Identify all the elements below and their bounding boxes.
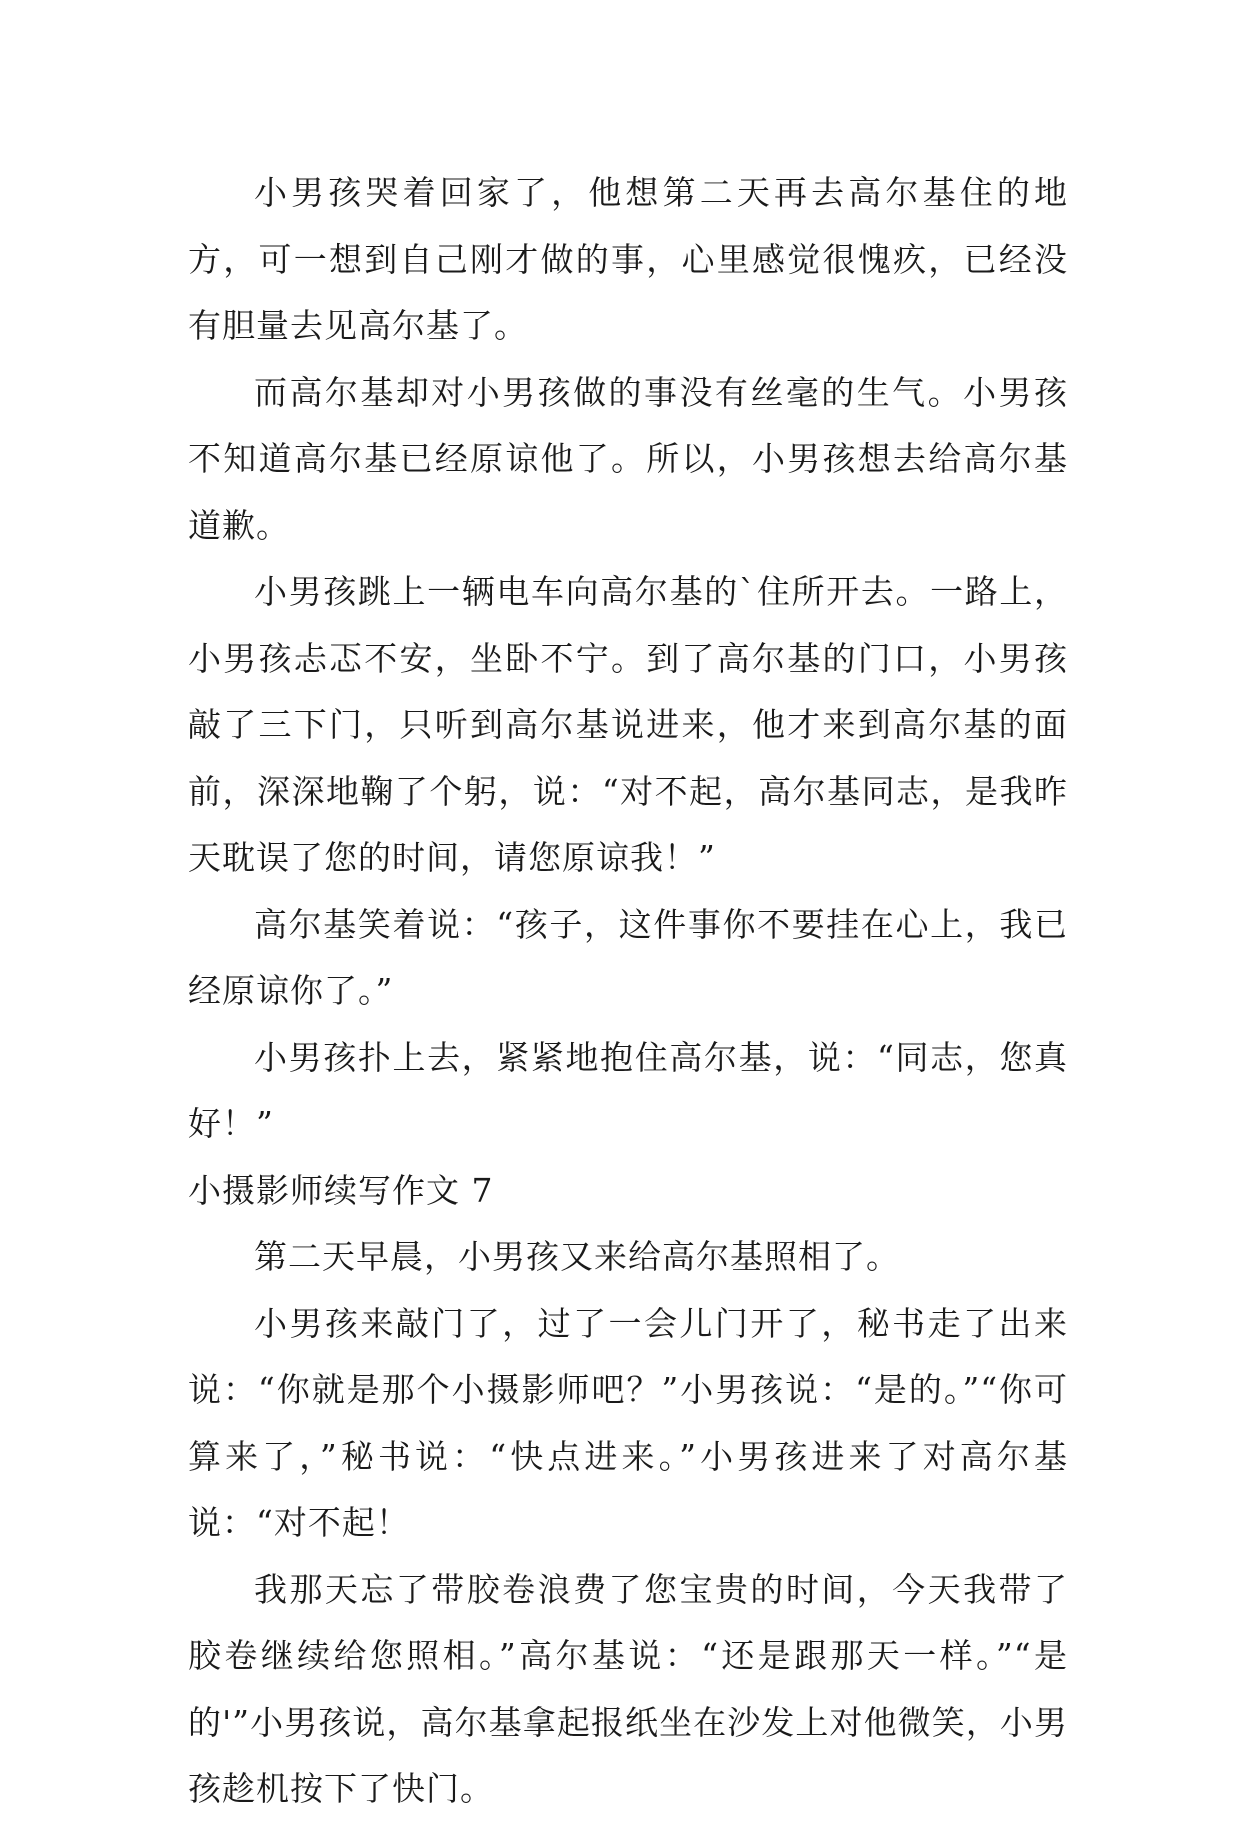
paragraph: 小男孩扑上去，紧紧地抱住高尔基，说：“同志，您真好！” xyxy=(188,1037,1068,1143)
paragraph: 小男孩跳上一辆电车向高尔基的`住所开去。一路上，小男孩忐忑不安，坐卧不宁。到了高尔基的门口，小男孩敲了三下门，只听到高尔基说进来，他才来到高尔基的面前，深深地鞠了个躬，说：“对不起，高尔基同志，是我昨天耽误了您的时间，请您原谅我！” xyxy=(188,572,1068,877)
document-body xyxy=(188,160,1068,1823)
section-title: 小摄影师续写作文 7 xyxy=(188,1170,494,1210)
paragraph: 第二天早晨，小男孩又来给高尔基照相了。 xyxy=(254,1237,900,1276)
paragraph: 高尔基笑着说：“孩子，这件事你不要挂在心上，我已经原谅你了。” xyxy=(188,904,1068,1010)
paragraph: 而高尔基却对小男孩做的事没有丝毫的生气。小男孩不知道高尔基已经原谅他了。所以，小男孩想去给高尔基道歉。 xyxy=(188,372,1068,545)
paragraph: 小男孩来敲门了，过了一会儿门开了，秘书走了出来说：“你就是那个小摄影师吧？”小男孩说：“是的。”“你可算来了，”秘书说：“快点进来。”小男孩进来了对高尔基说：“对不起！ xyxy=(188,1303,1068,1542)
paragraph: 我那天忘了带胶卷浪费了您宝贵的时间，今天我带了胶卷继续给您照相。”高尔基说：“还是跟那天一样。”“是的'”小男孩说，高尔基拿起报纸坐在沙发上对他微笑，小男孩趁机按下了快门。 xyxy=(188,1569,1068,1808)
paragraph: 小男孩哭着回家了，他想第二天再去高尔基住的地方，可一想到自己刚才做的事，心里感觉很愧疚，已经没有胆量去见高尔基了。 xyxy=(188,173,1068,345)
